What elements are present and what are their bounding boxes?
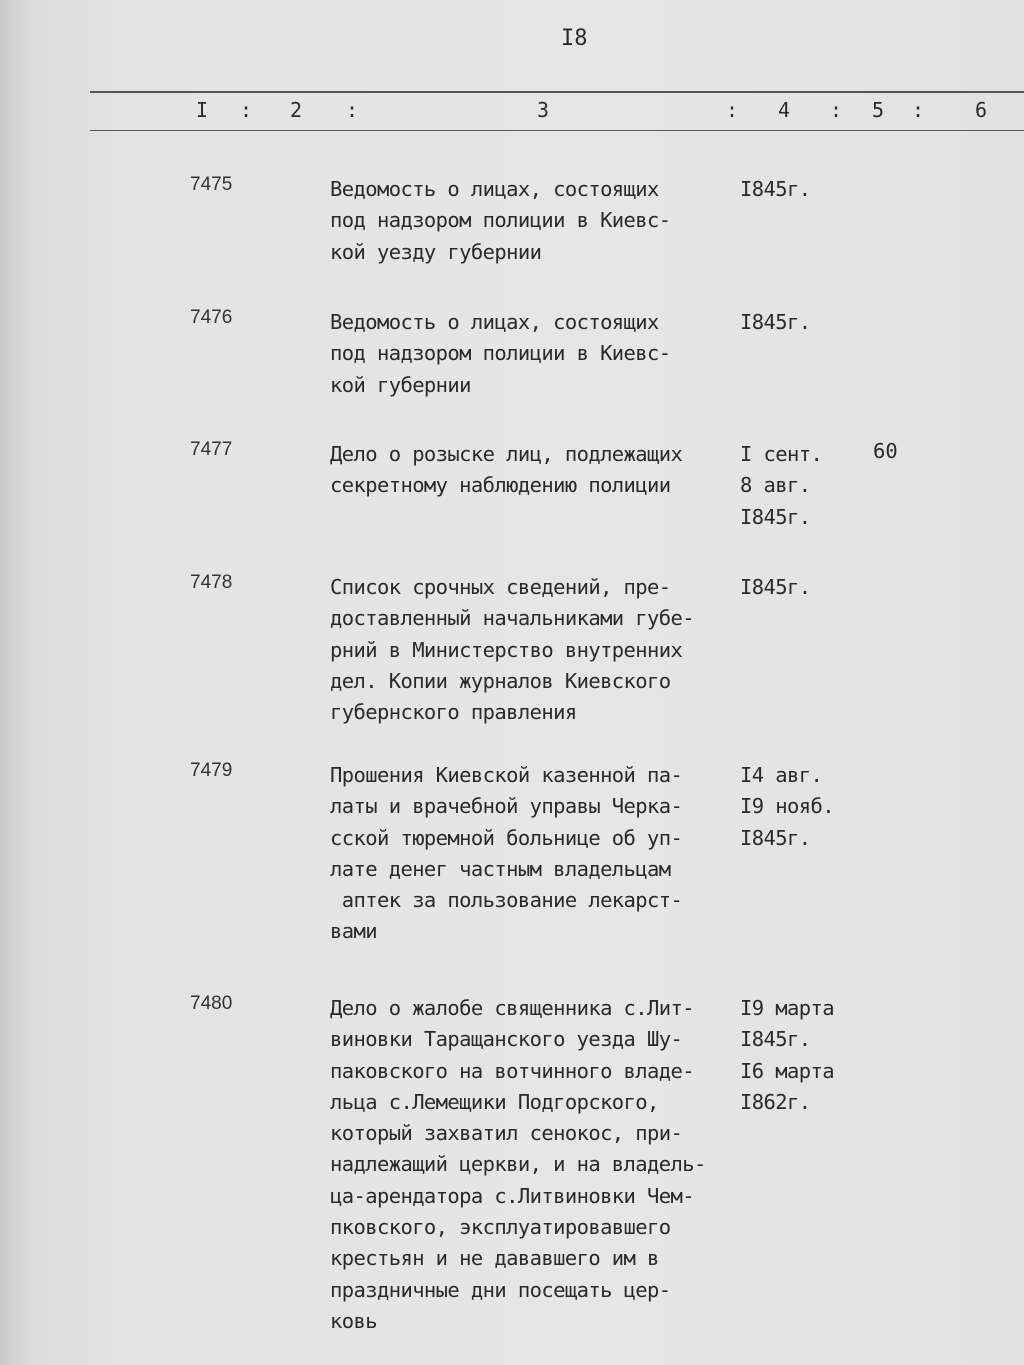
column-separator: : [912, 98, 925, 122]
entry-description [330, 439, 682, 502]
entry-dates [740, 760, 834, 854]
description-line: кой уезду губернии [330, 239, 542, 264]
description-line: надлежащий церкви, и на владель- [330, 1152, 706, 1177]
description-line: ковь [330, 1308, 377, 1333]
entry-number: 7475 [190, 174, 233, 195]
description-line: Список срочных сведений, пре- [330, 575, 671, 599]
description-line: Прошения Киевской казенной па- [330, 763, 683, 787]
date-line: I сент. [740, 442, 823, 466]
description-line: Ведомость о лицах, состоящих [330, 177, 659, 201]
description-line: под надзором полиции в Киевс- [330, 341, 671, 366]
entry-description [330, 174, 671, 268]
column-separator: : [346, 98, 359, 122]
header-bottom-rule [90, 130, 1024, 131]
date-line: I845г. [740, 310, 811, 334]
description-line: пковского, эксплуатировавшего [330, 1215, 671, 1240]
date-line: I845г. [740, 575, 811, 599]
header-top-rule [90, 91, 1024, 93]
entry-dates [740, 439, 822, 533]
description-line: секретному наблюдению полиции [330, 473, 671, 498]
date-line: I6 марта [740, 1058, 834, 1083]
description-line: льца с.Лемещики Подгорского, [330, 1089, 659, 1114]
column-header: I [196, 98, 209, 122]
entry-description [330, 572, 694, 728]
description-line: под надзором полиции в Киевс- [330, 208, 671, 233]
entry-number: 7478 [190, 572, 233, 593]
date-line: 8 авг. [740, 473, 811, 498]
entry-description [330, 307, 671, 401]
entry-dates [740, 307, 810, 338]
description-line: кой губернии [330, 372, 471, 397]
description-line: лате денег частным владельцам [330, 856, 671, 881]
column-separator: : [240, 98, 253, 122]
description-line: праздничные дни посещать цер- [330, 1277, 671, 1302]
page-number: I8 [561, 26, 588, 51]
description-line: крестьян и не дававшего им в [330, 1246, 659, 1271]
entry-dates [740, 993, 834, 1118]
column-header: 6 [975, 98, 988, 122]
date-line: I4 авг. [740, 763, 823, 787]
column-header: 3 [537, 98, 550, 122]
column-separator: : [726, 98, 739, 122]
description-line: ца-арендатора с.Литвиновки Чем- [330, 1183, 695, 1208]
description-line: дел. Копии журналов Киевского [330, 668, 671, 693]
description-line: паковского на вотчинного владе- [330, 1058, 695, 1083]
column-header: 2 [290, 98, 303, 122]
column-header: 5 [872, 98, 885, 122]
date-line: I845г. [740, 177, 811, 201]
entry-number: 7479 [190, 760, 233, 781]
description-line: губернского правления [330, 700, 577, 725]
entry-dates [740, 174, 810, 205]
description-line: доставленный начальниками губе- [330, 606, 695, 631]
description-line: виновки Таращанского уезда Шу- [330, 1027, 683, 1052]
date-line: I845г. [740, 825, 811, 850]
entry-description [330, 760, 682, 948]
description-line: Ведомость о лицах, состоящих [330, 310, 659, 334]
column-separator: : [830, 98, 843, 122]
description-line: аптек за пользование лекарст- [330, 888, 683, 913]
description-line: латы и врачебной управы Черка- [330, 794, 683, 819]
description-line: сской тюремной больнице об уп- [330, 825, 683, 850]
date-line: I862г. [740, 1089, 811, 1114]
description-line: Дело о розыске лиц, подлежащих [330, 442, 683, 466]
entry-description [330, 993, 706, 1337]
date-line: I845г. [740, 1027, 811, 1052]
description-line: вами [330, 919, 377, 944]
description-line: Дело о жалобе священника с.Лит- [330, 996, 695, 1020]
entry-number: 7477 [190, 439, 233, 460]
entry-dates [740, 572, 810, 603]
entry-number: 7480 [190, 993, 233, 1014]
sheet-count: 60 [873, 439, 898, 463]
date-line: I9 нояб. [740, 794, 834, 819]
description-line: рний в Министерство внутренних [330, 637, 683, 662]
column-header: 4 [778, 98, 791, 122]
date-line: I9 марта [740, 996, 834, 1020]
entry-number: 7476 [190, 307, 233, 328]
description-line: который захватил сенокос, при- [330, 1121, 683, 1146]
date-line: I845г. [740, 504, 811, 529]
